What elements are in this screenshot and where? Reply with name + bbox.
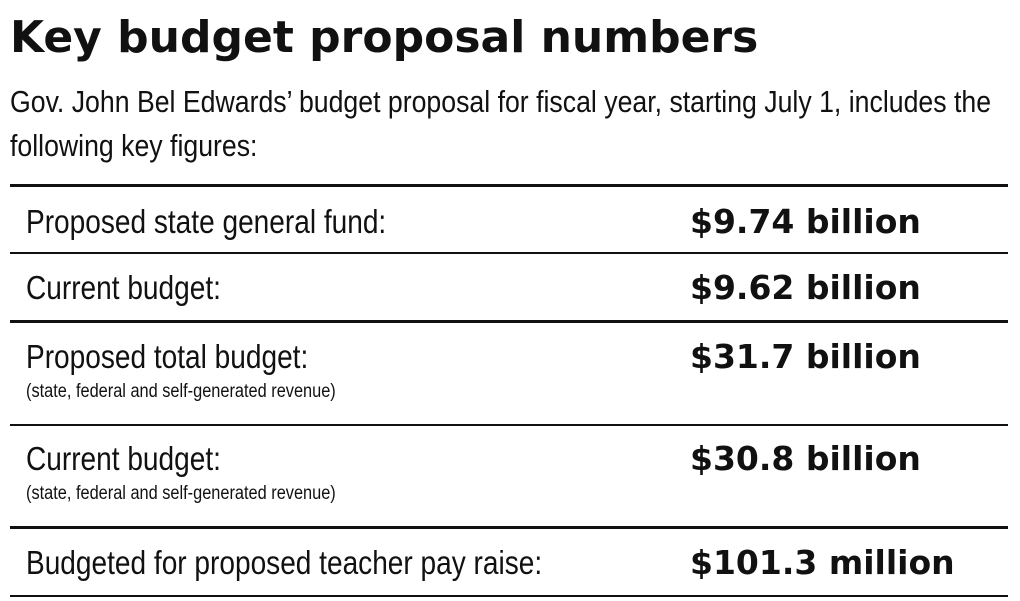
table-row [10, 254, 1008, 320]
page-title: Key budget proposal numbers [10, 12, 759, 63]
table-row [10, 426, 1008, 526]
row-label: Proposed state general fund: [26, 203, 387, 240]
row-note: (state, federal and self-generated revenue) [26, 381, 336, 402]
row-value: $31.7 billion [690, 337, 921, 376]
figures-table [10, 184, 1008, 597]
row-value: $30.8 billion [690, 439, 921, 478]
row-label: Proposed total budget: [26, 338, 309, 375]
row-value: $9.62 billion [690, 268, 921, 307]
row-note: (state, federal and self-generated revenue) [26, 483, 336, 504]
table-row [10, 529, 1008, 595]
page-subtitle: Gov. John Bel Edwards’ budget proposal for fiscal year, starting July 1, includes the following key figures: [10, 84, 992, 163]
table-row [10, 323, 1008, 424]
table-row [10, 187, 1008, 252]
row-value: $9.74 billion [690, 202, 921, 241]
row-value: $101.3 million [690, 543, 955, 582]
table-bottom-rule [10, 595, 1008, 597]
row-label: Current budget: [26, 440, 221, 477]
row-label: Current budget: [26, 269, 221, 306]
row-label: Budgeted for proposed teacher pay raise: [26, 544, 543, 581]
